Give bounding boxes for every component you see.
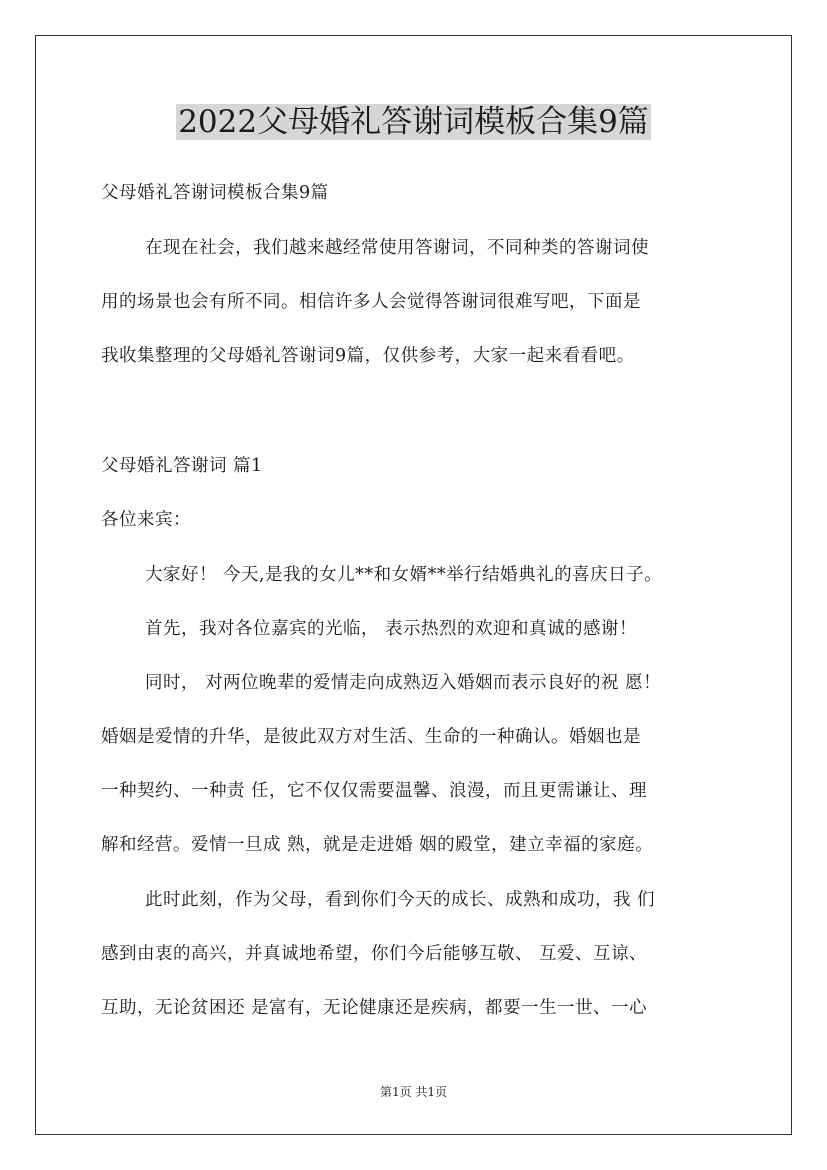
- section-heading: 父母婚礼答谢词 篇1: [101, 456, 263, 476]
- page-number-footer: 第1页 共1页: [379, 1085, 448, 1099]
- salutation: 各位来宾：: [101, 510, 191, 530]
- paragraph-line-6: 解和经营。爱情一旦成 熟，就是走进婚 姻的殿堂，建立幸福的家庭。: [101, 835, 654, 855]
- intro-line-1: 在现在社会，我们越来越经常使用答谢词，不同种类的答谢词使: [145, 238, 649, 258]
- paragraph-line-7: 此时此刻，作为父母，看到你们今天的成长、成熟和成功，我 们: [145, 890, 656, 910]
- intro-line-2: 用的场景也会有所不同。相信许多人会觉得答谢词很难写吧，下面是: [101, 292, 641, 312]
- paragraph-line-5: 一种契约、一种责 任，它不仅仅需要温馨、浪漫，而且更需谦让、理: [101, 781, 648, 801]
- paragraph-line-3: 同时， 对两位晚辈的爱情走向成熟迈入婚姻而表示良好的祝 愿！: [145, 673, 662, 693]
- paragraph-line-9: 互助，无论贫困还 是富有，无论健康还是疾病，都要一生一世、一心: [101, 998, 648, 1018]
- document-title: 2022父母婚礼答谢词模板合集9篇: [178, 104, 649, 140]
- paragraph-line-4: 婚姻是爱情的升华，是彼此双方对生活、生命的一种确认。婚姻也是: [101, 727, 641, 747]
- document-subtitle: 父母婚礼答谢词模板合集9篇: [101, 183, 329, 203]
- paragraph-line-8: 感到由衷的高兴，并真诚地希望，你们今后能够互敬、 互爱、互谅、: [101, 944, 648, 964]
- paragraph-line-2: 首先，我对各位嘉宾的光临， 表示热烈的欢迎和真诚的感谢！: [145, 619, 638, 639]
- paragraph-line-1: 大家好！ 今天,是我的女儿**和女婿**举行结婚典礼的喜庆日子。: [145, 565, 663, 585]
- intro-line-3: 我收集整理的父母婚礼答谢词9篇，仅供参考，大家一起来看看吧。: [101, 346, 635, 366]
